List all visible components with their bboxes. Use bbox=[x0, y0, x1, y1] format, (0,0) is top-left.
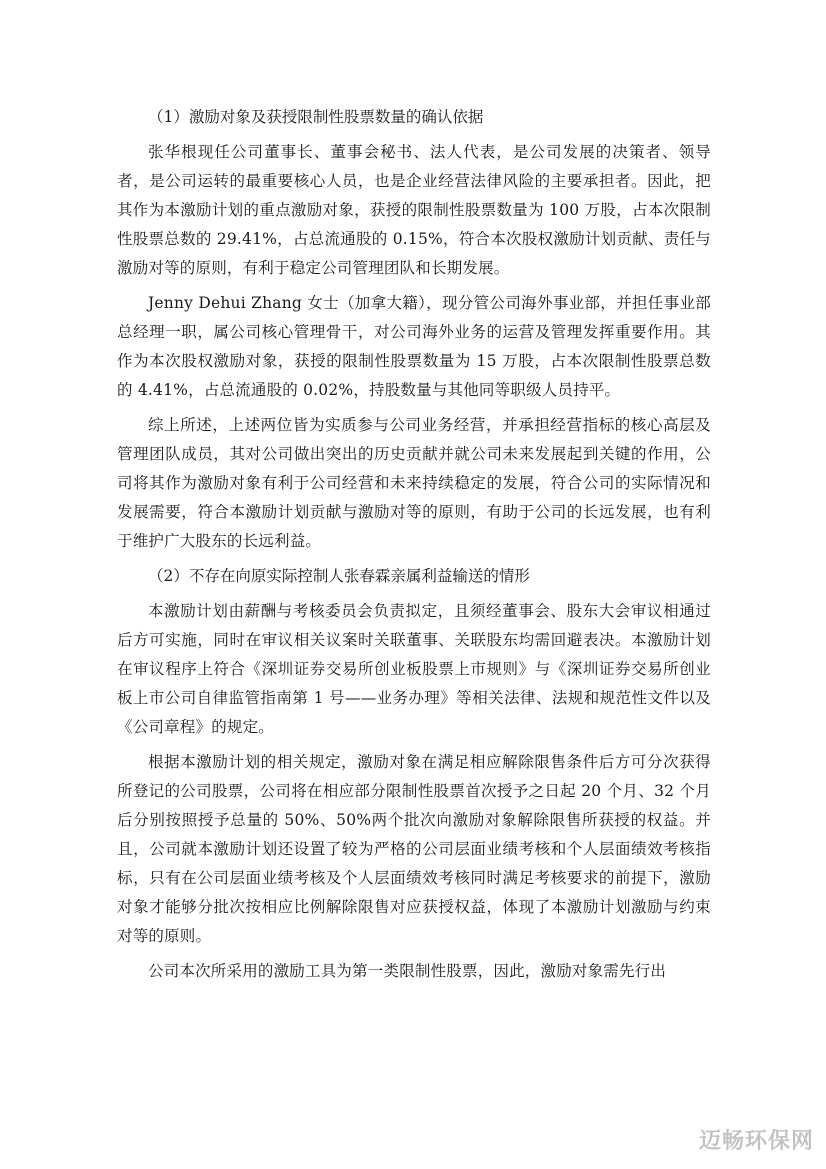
site-watermark: 迈畅环保网 bbox=[698, 1129, 814, 1154]
paragraph-incentive-tool: 公司本次所采用的激励工具为第一类限制性股票，因此，激励对象需先行出 bbox=[148, 962, 667, 980]
document-body bbox=[117, 103, 711, 992]
section-heading-1: （1）激励对象及获授限制性股票数量的确认依据 bbox=[148, 108, 484, 126]
paragraph-zhang-huagen: 张华根现任公司董事长、董事会秘书、法人代表，是公司发展的决策者、领导者，是公司运转的最重要核心人员，也是企业经营法律风险的主要承担者。因此，把其作为本激励计划的重点激励对象，获授的限制性股票数量为 100 万股，占本次限制性股票总数的 29.41%，占总流通股的 0.15%，符合本次股权激励计划贡献、责任与激励对等的原则，有利于稳定公司管理团队和长期发展。 bbox=[117, 143, 711, 277]
paragraph-unlock-conditions: 根据本激励计划的相关规定，激励对象在满足相应解除限售条件后方可分次获得所登记的公司股票，公司将在相应部分限制性股票首次授予之日起 20 个月、32 个月后分别按照授予总量的 50%、50%两个批次向激励对象解除限售所获授的权益。并且，公司就本激励计划还设置了较为严格的公司层面业绩考核和个人层面绩效考核指标，只有在公司层面业绩考核及个人层面绩效考核同时满足考核要求的前提下，激励对象才能够分批次按相应比例解除限售对应获授权益，体现了本激励计划激励与约束对等的原则。 bbox=[117, 753, 711, 945]
section-heading-2: （2）不存在向原实际控制人张春霖亲属利益输送的情形 bbox=[148, 567, 530, 585]
paragraph-summary: 综上所述，上述两位皆为实质参与公司业务经营，并承担经营指标的核心高层及管理团队成员，其对公司做出突出的历史贡献并就公司未来发展起到关键的作用，公司将其作为激励对象有利于公司经营和未来持续稳定的发展，符合公司的实际情况和发展需要，符合本激励计划贡献与激励对等的原则，有助于公司的长远发展，也有利于维护广大股东的长远利益。 bbox=[117, 416, 711, 550]
paragraph-approval-process: 本激励计划由薪酬与考核委员会负责拟定，且须经董事会、股东大会审议相通过后方可实施，同时在审议相关议案时关联董事、关联股东均需回避表决。本激励计划在审议程序上符合《深圳证券交易所创业板股票上市规则》与《深圳证券交易所创业板上市公司自律监管指南第 1 号——业务办理》等相关法律、法规和规范性文件以及《公司章程》的规定。 bbox=[117, 602, 711, 736]
paragraph-jenny-zhang: Jenny Dehui Zhang 女士（加拿大籍），现分管公司海外事业部，并担任事业部总经理一职，属公司核心管理骨干，对公司海外业务的运营及管理发挥重要作用。其作为本次股权激励对象，获授的限制性股票数量为 15 万股，占本次限制性股票总数的 4.41%，占总流通股的 0.02%，持股数量与其他同等职级人员持平。 bbox=[117, 294, 711, 399]
